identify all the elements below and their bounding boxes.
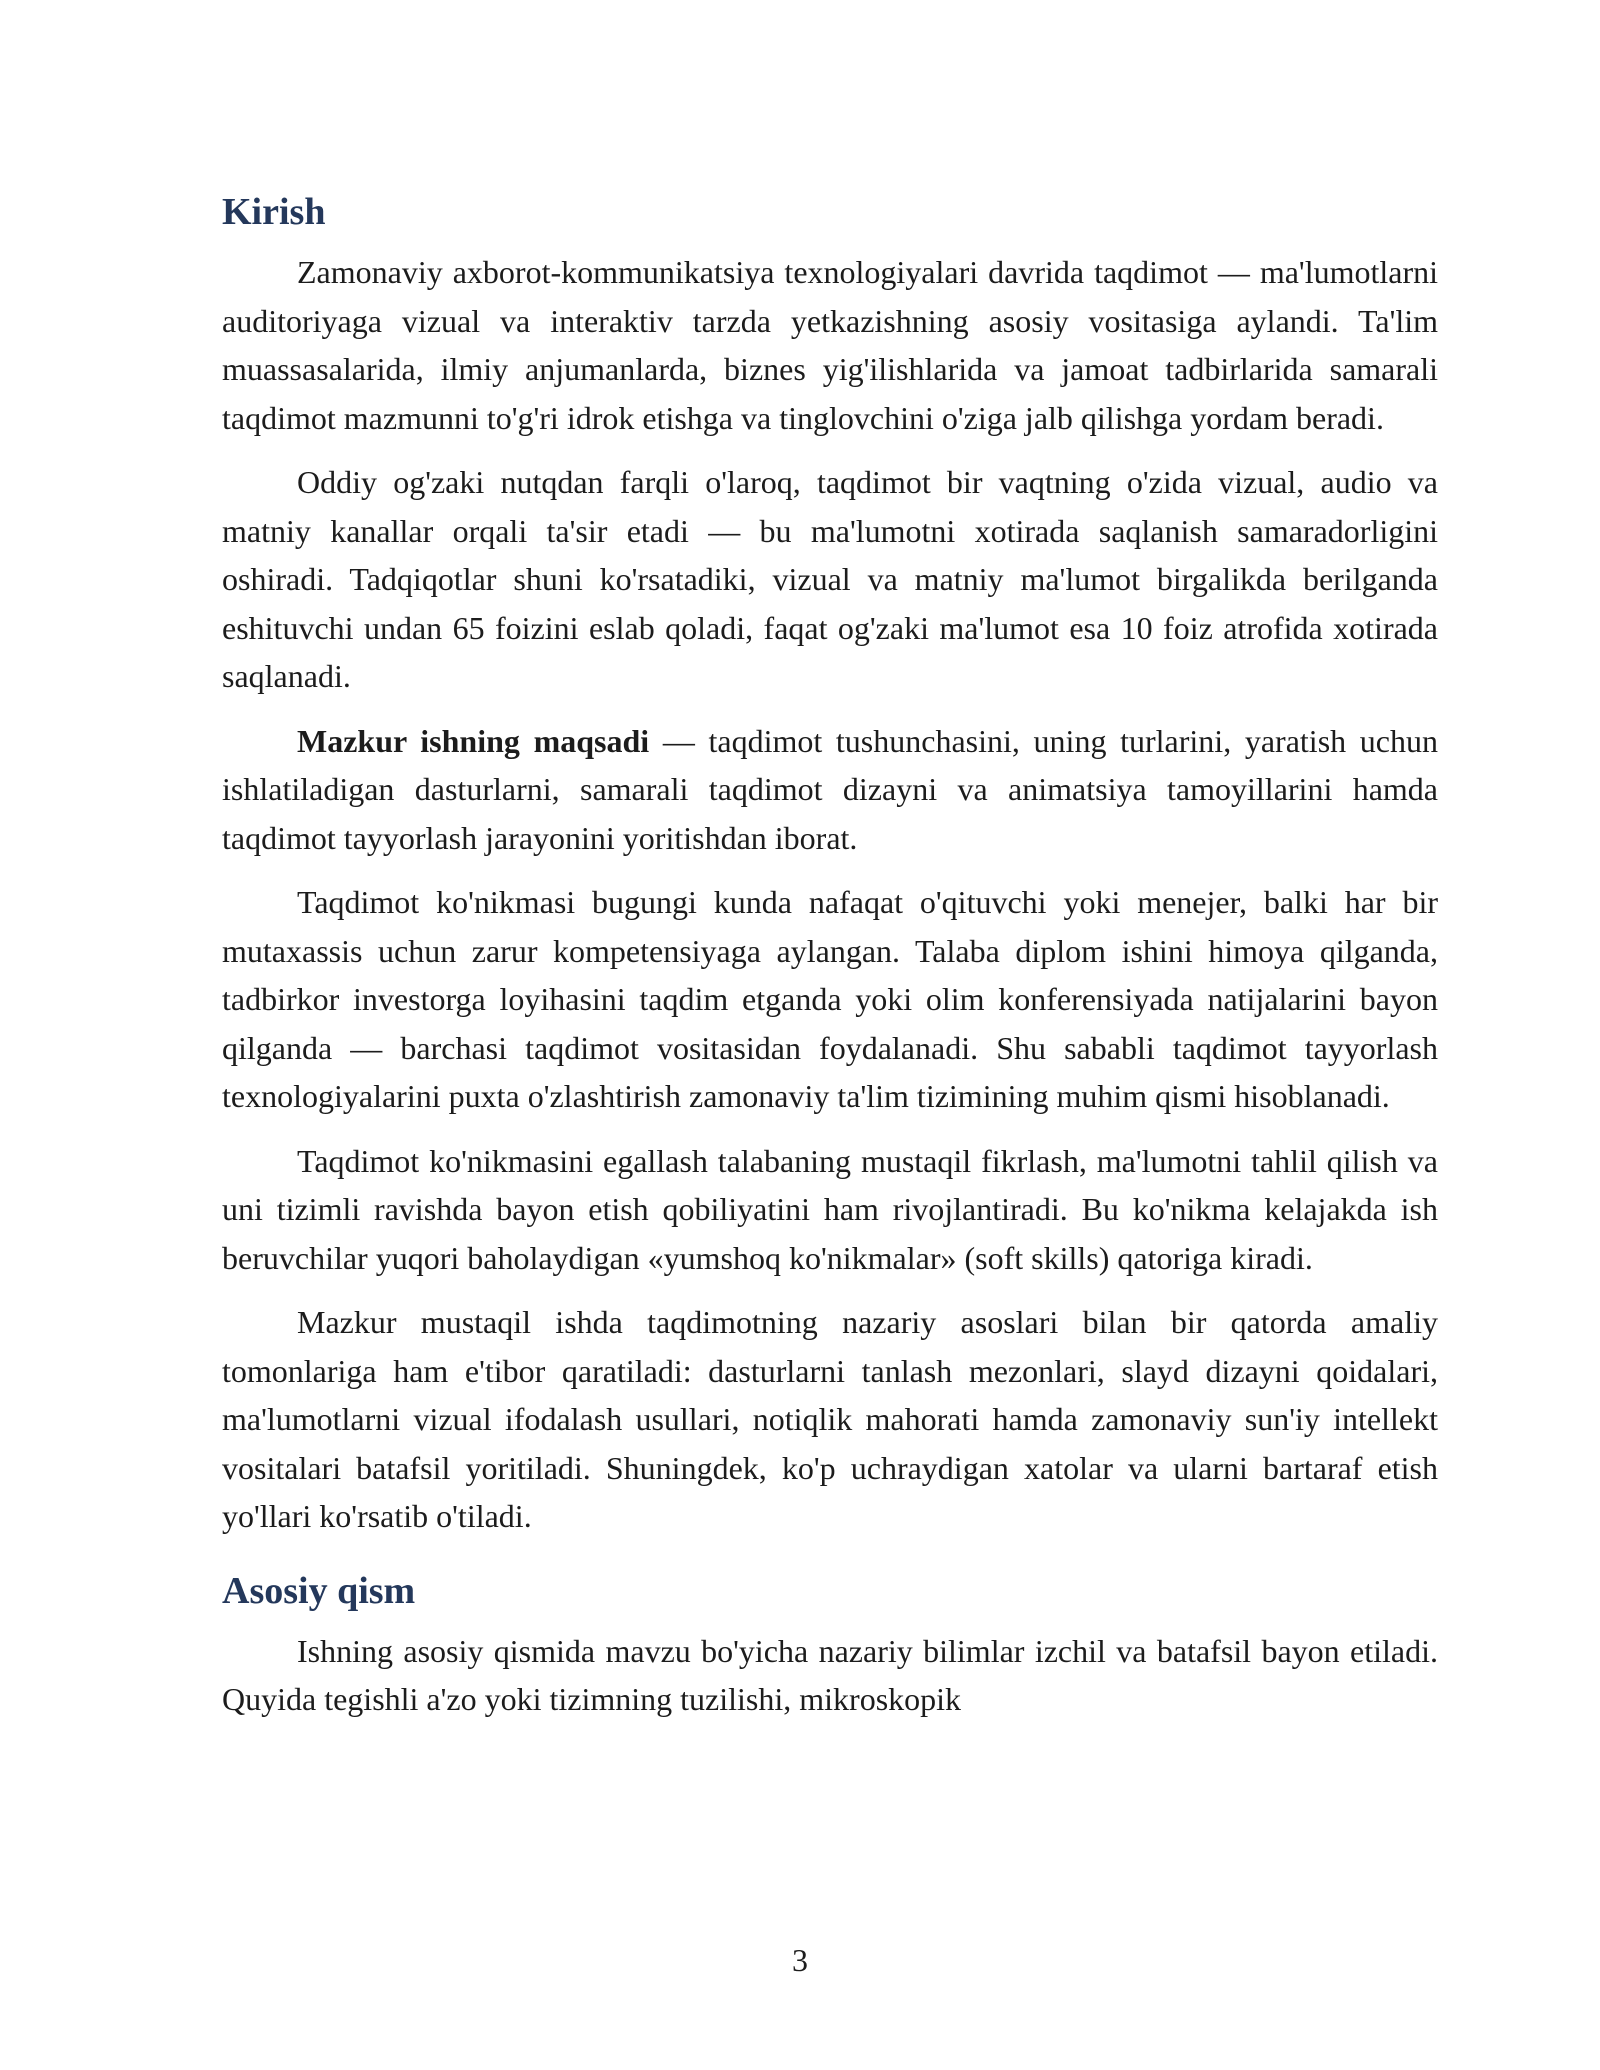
paragraph: Ishning asosiy qismida mavzu bo'yicha nazariy bilimlar izchil va batafsil bayon etiladi. Quyida tegishli a'zo yoki tizimning tuzilishi, mikroskopik (222, 1632, 1438, 1717)
goal-lead-text: Mazkur ishning maqsadi (297, 722, 650, 759)
paragraph: Mazkur mustaqil ishda taqdimotning nazariy asoslari bilan bir qatorda amaliy tomonlariga ham e'tibor qaratiladi: dasturlarni tanlash mezonlari, slayd dizayni qoidalari, ma'lumotlarni vizual ifodalash usullari, notiqlik mahorati hamda zamonaviy sun'iy intellekt vositalari batafsil yoritiladi. Shuningdek, ko'p uchraydigan xatolar va ularni bartaraf etish yo'llari ko'rsatib o'tiladi. (222, 1304, 1438, 1534)
page-content (222, 186, 1438, 1740)
paragraph: Oddiy og'zaki nutqdan farqli o'laroq, taqdimot bir vaqtning o'zida vizual, audio va matniy kanallar orqali ta'sir etadi — bu ma'lumotni xotirada saqlanish samaradorligini oshiradi. Tadqiqotlar shuni ko'rsatadiki, vizual va matniy ma'lumot birgalikda berilganda eshituvchi undan 65 foizini eslab qoladi, faqat og'zaki ma'lumot esa 10 foiz atrofida xotirada saqlanadi. (222, 464, 1438, 694)
section-heading-main: Asosiy qism (222, 1569, 416, 1612)
goal-paragraph (222, 717, 1438, 863)
paragraph: Zamonaviy axborot-kommunikatsiya texnologiyalari davrida taqdimot — ma'lumotlarni auditoriyaga vizual va interaktiv tarzda yetkazishning asosiy vositasiga aylandi. Ta'lim muassasalarida, ilmiy anjumanlarda, biznes yig'ilishlarida va jamoat tadbirlarida samarali taqdimot mazmunni to'g'ri idrok etishga va tinglovchini o'ziga jalb qilishga yordam beradi. (222, 254, 1438, 436)
paragraph: Taqdimot ko'nikmasi bugungi kunda nafaqat o'qituvchi yoki menejer, balki har bir mutaxassis uchun zarur kompetensiyaga aylangan. Talaba diplom ishini himoya qilganda, tadbirkor investorga loyihasini taqdim etganda yoki olim konferensiyada natijalarini bayon qilganda — barchasi taqdimot vositasidan foydalanadi. Shu sababli taqdimot tayyorlash texnologiyalarini puxta o'zlashtirish zamonaviy ta'lim tizimining muhim qismi hisoblanadi. (222, 884, 1438, 1114)
goal-body-text: — taqdimot tushunchasini, uning turlarini, yaratish uchun ishlatiladigan dasturlarni, samarali taqdimot dizayni va animatsiya tamoyillarini hamda taqdimot tayyorlash jarayonini yoritishdan iborat. (222, 722, 1439, 856)
paragraph: Taqdimot ko'nikmasini egallash talabaning mustaqil fikrlash, ma'lumotni tahlil qilish va uni tizimli ravishda bayon etish qobiliyatini ham rivojlantiradi. Bu ko'nikma kelajakda ish beruvchilar yuqori baholaydigan «yumshoq ko'nikmalar» (soft skills) qatoriga kiradi. (222, 1142, 1438, 1276)
section-heading-intro: Kirish (222, 191, 326, 233)
page-number: 3 (792, 1942, 808, 1978)
